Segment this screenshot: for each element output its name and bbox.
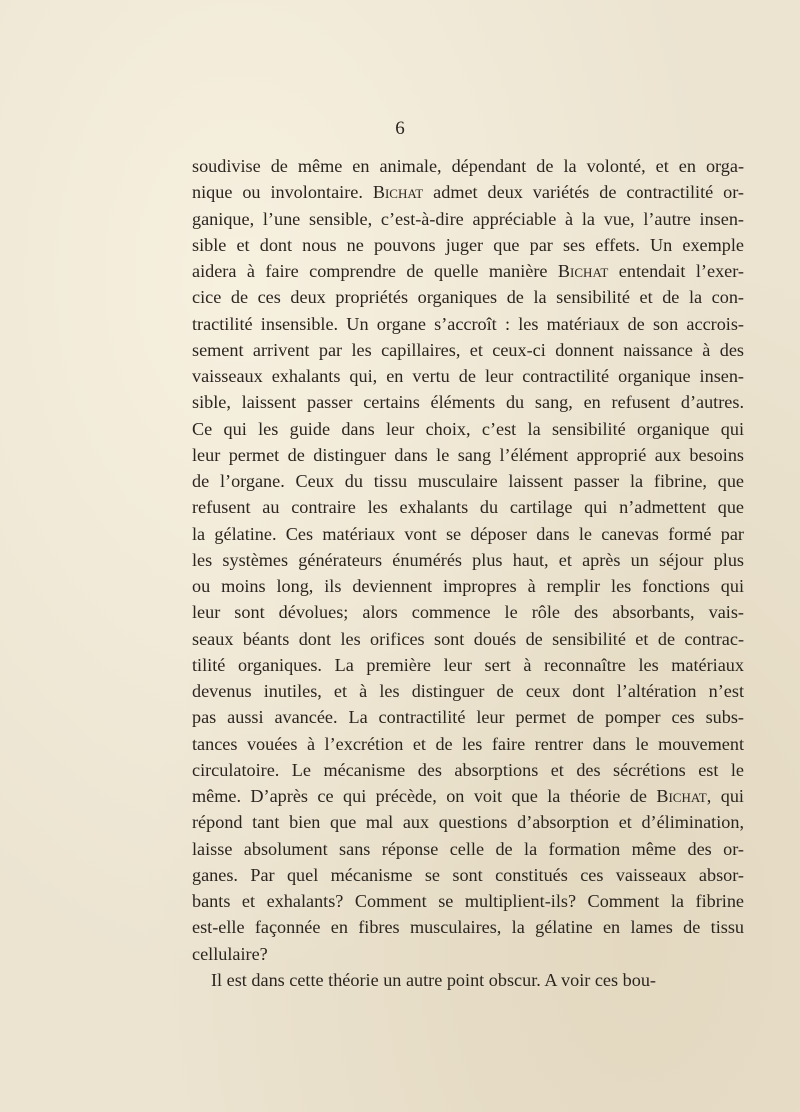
text-line: nique ou involontaire. Bichat admet deux variétés de contractilité or- [192,182,744,203]
text-line: leur sont dévolues; alors commence le rôle des absorbants, vais- [192,602,744,623]
author-name: Bichat [656,786,707,806]
page-number: 6 [395,118,405,139]
text-line: la gélatine. Ces matériaux vont se déposer dans le canevas formé par [192,523,744,544]
text-line: ou moins long, ils deviennent impropres à remplir les fonctions qui [192,576,744,596]
text-line: pas aussi avancée. La contractilité leur permet de pomper ces subs- [192,707,744,728]
text-line: leur permet de distinguer dans le sang l’élément approprié aux besoins [192,444,744,465]
text-line: cice de ces deux propriétés organiques de la sensibilité et de la con- [192,287,744,308]
text-line: les systèmes générateurs énumérés plus haut, et après un séjour plus [192,549,744,570]
body-text [192,153,744,993]
text-line: refusent au contraire les exhalants du cartilage qui n’admettent que [192,497,744,518]
text-line: sible, laissent passer certains éléments du sang, en refusent d’autres. [192,392,744,413]
text-line: tances vouées à l’excrétion et de les faire rentrer dans le mouvement [192,733,744,754]
text-line: est-elle façonnée en fibres musculaires, la gélatine en lames de tissu [192,917,744,938]
text-line: vaisseaux exhalants qui, en vertu de leur contractilité organique insen- [192,366,744,386]
text-line: tractilité insensible. Un organe s’accroît : les matériaux de son accrois- [192,313,744,334]
text-line: tilité organiques. La première leur sert à reconnaître les matériaux [192,654,744,675]
author-name: Bichat [372,182,424,203]
text-line: devenus inutiles, et à les distinguer de ceux dont l’altération n’est [192,681,744,701]
text-line: sement arrivent par les capillaires, et ceux-ci donnent naissance à des [192,339,744,360]
text-line: Il est dans cette théorie un autre point obscur. A voir ces bou- [211,969,656,990]
text-line: même. D’après ce qui précède, on voit que la théorie de Bichat, qui [192,786,744,806]
text-line: bants et exhalants? Comment se multiplient-ils? Comment la fibrine [192,891,744,911]
text-line: répond tant bien que mal aux questions d’absorption et d’élimination, [192,812,744,833]
text-line: seaux béants dont les orifices sont doués de sensibilité et de contrac- [192,628,744,649]
text-line: sible et dont nous ne pouvons juger que par ses effets. Un exemple [192,234,744,255]
author-name: Bichat [557,261,609,281]
text-line: circulatoire. Le mécanisme des absorptions et des sécrétions est le [192,759,744,780]
text-line: ganes. Par quel mécanisme se sont constitués ces vaisseaux absor- [192,864,744,885]
text-line: aidera à faire comprendre de quelle manière Bichat entendait l’exer- [192,261,744,281]
text-line: ganique, l’une sensible, c’est-à-dire appréciable à la vue, l’autre insen- [192,208,744,229]
text-line: de l’organe. Ceux du tissu musculaire laissent passer la fibrine, que [192,471,744,491]
text-line: soudivise de même en animale, dépendant de la volonté, et en orga- [192,156,744,176]
text-line: laisse absolument sans réponse celle de la formation même des or- [192,838,744,859]
text-line: cellulaire? [192,943,268,964]
text-line: Ce qui les guide dans leur choix, c’est la sensibilité organique qui [192,418,744,439]
